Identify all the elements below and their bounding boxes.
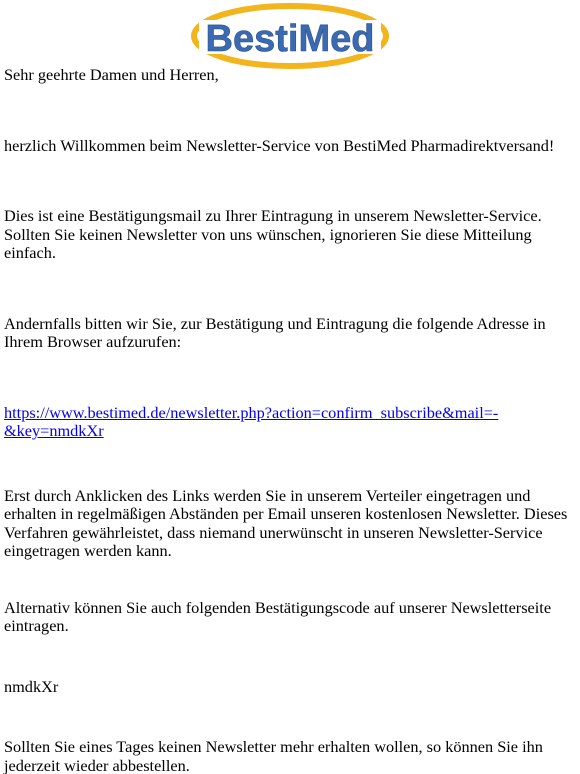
confirm-subscribe-link[interactable]: https://www.bestimed.de/newsletter.php?action=confirm_subscribe&mail=-&key=nmdkXr [4,402,499,440]
confirmation-intro: Dies ist eine Bestätigungsmail zu Ihrer Eintragung in unserem Newsletter-Service. Sollten Sie keinen Newsletter von uns wünschen, ignorieren Sie diese Mitteilung einfach. [4,206,542,262]
unsubscribe-text: Sollten Sie eines Tages keinen Newsletter mehr erhalten wollen, so können Sie ihn jederzeit wieder abbestellen. [4,737,543,774]
confirmation-code: nmdkXr [4,676,59,696]
after-click-text: Erst durch Anklicken des Links werden Sie in unserem Verteiler eingetragen und erhalten in regelmäßigen Abständen per Email unseren kostenlosen Newsletter. Dieses Verfahren gewährleistet, dass niemand unerwünscht in unseren Newsletter-Service eingetragen werden kann. [4,485,568,560]
email-body [4,66,578,774]
logo-wordmark: BestiMed [205,18,375,60]
bestimed-logo [185,0,395,72]
header [0,0,580,72]
confirm-instruction: Andernfalls bitten wir Sie, zur Bestätigung und Eintragung die folgende Adresse in Ihrem Browser aufzurufen: [4,313,546,351]
greeting: Sehr geehrte Damen und Herren, [4,65,219,84]
welcome-text: herzlich Willkommen beim Newsletter-Service von BestiMed Pharmadirektversand! [4,135,555,155]
alternative-text: Alternativ können Sie auch folgenden Bestätigungscode auf unserer Newsletterseite eintragen. [4,597,552,635]
